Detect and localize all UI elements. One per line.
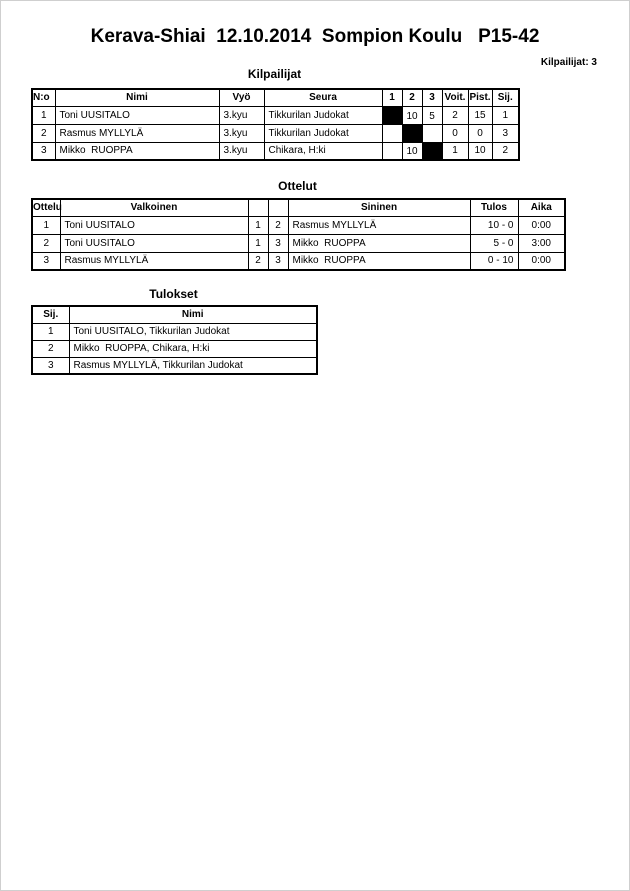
competitor-row xyxy=(32,124,519,142)
placement-number: 2 xyxy=(32,340,69,357)
competitor-name: Mikko RUOPPA xyxy=(55,142,219,160)
result-name-club: Toni UUSITALO, Tikkurilan Judokat xyxy=(69,323,317,340)
blue-competitor-name: Rasmus MYLLYLÄ xyxy=(288,216,470,234)
col-header-match-2: 2 xyxy=(402,89,422,106)
wins-cell: 1 xyxy=(442,142,468,160)
placement-number: 3 xyxy=(32,357,69,374)
self-match-cell xyxy=(402,124,422,142)
white-competitor-number: 2 xyxy=(248,252,268,270)
blue-competitor-name: Mikko RUOPPA xyxy=(288,234,470,252)
competitor-club: Tikkurilan Judokat xyxy=(264,124,382,142)
col-header-aika: Aika xyxy=(518,199,565,216)
match-time: 0:00 xyxy=(518,252,565,270)
section-title-tulokset: Tulokset xyxy=(149,287,198,301)
competitor-number: 1 xyxy=(32,106,55,124)
result-name-club: Mikko RUOPPA, Chikara, H:ki xyxy=(69,340,317,357)
points-cell: 10 xyxy=(468,142,492,160)
section-title-ottelut: Ottelut xyxy=(278,179,317,193)
competitor-club: Tikkurilan Judokat xyxy=(264,106,382,124)
self-match-cell xyxy=(382,106,402,124)
kilpailijat-header-row xyxy=(32,89,519,106)
section-title-kilpailijat: Kilpailijat xyxy=(247,67,302,81)
col-header-sininen: Sininen xyxy=(288,199,470,216)
white-competitor-name: Toni UUSITALO xyxy=(60,234,248,252)
placement-number: 1 xyxy=(32,323,69,340)
competitor-belt: 3.kyu xyxy=(219,142,264,160)
col-header-seura: Seura xyxy=(264,89,382,106)
col-header-vyo: Vyö xyxy=(219,89,264,106)
col-header-pist: Pist. xyxy=(468,89,492,106)
points-cell: 0 xyxy=(468,124,492,142)
match-score-cell xyxy=(382,124,402,142)
wins-cell: 2 xyxy=(442,106,468,124)
col-header-ottelu: Ottelu xyxy=(32,199,60,216)
match-row xyxy=(32,234,565,252)
result-row xyxy=(32,323,317,340)
match-time: 0:00 xyxy=(518,216,565,234)
competitor-belt: 3.kyu xyxy=(219,124,264,142)
col-header-tulos: Tulos xyxy=(470,199,518,216)
match-score-cell: 10 xyxy=(402,142,422,160)
white-competitor-number: 1 xyxy=(248,216,268,234)
col-header-no: N:o xyxy=(32,89,55,106)
result-row xyxy=(32,340,317,357)
blue-competitor-name: Mikko RUOPPA xyxy=(288,252,470,270)
white-competitor-name: Toni UUSITALO xyxy=(60,216,248,234)
match-number: 1 xyxy=(32,216,60,234)
col-header-valkoinen: Valkoinen xyxy=(60,199,248,216)
match-score-cell: 10 xyxy=(402,106,422,124)
wins-cell: 0 xyxy=(442,124,468,142)
match-number: 2 xyxy=(32,234,60,252)
col-header-sij: Sij. xyxy=(492,89,519,106)
match-row xyxy=(32,216,565,234)
competitor-name: Rasmus MYLLYLÄ xyxy=(55,124,219,142)
white-competitor-name: Rasmus MYLLYLÄ xyxy=(60,252,248,270)
points-cell: 15 xyxy=(468,106,492,124)
blue-competitor-number: 3 xyxy=(268,252,288,270)
placement-cell: 3 xyxy=(492,124,519,142)
competitor-number: 3 xyxy=(32,142,55,160)
competitor-number: 2 xyxy=(32,124,55,142)
match-result: 10 - 0 xyxy=(470,216,518,234)
participants-count-label: Kilpailijat: 3 xyxy=(540,57,597,68)
tulokset-header-row xyxy=(32,306,317,323)
page-title: Kerava-Shiai 12.10.2014 Sompion Koulu P15-42 xyxy=(90,26,540,47)
blue-competitor-number: 3 xyxy=(268,234,288,252)
ottelut-header-row xyxy=(32,199,565,216)
competitor-belt: 3.kyu xyxy=(219,106,264,124)
col-header-nimi: Nimi xyxy=(55,89,219,106)
placement-cell: 1 xyxy=(492,106,519,124)
col-header-match-3: 3 xyxy=(422,89,442,106)
kilpailijat-table xyxy=(31,88,520,161)
result-name-club: Rasmus MYLLYLÄ, Tikkurilan Judokat xyxy=(69,357,317,374)
match-row xyxy=(32,252,565,270)
competitor-name: Toni UUSITALO xyxy=(55,106,219,124)
match-time: 3:00 xyxy=(518,234,565,252)
col-header-sij: Sij. xyxy=(32,306,69,323)
match-score-cell xyxy=(422,124,442,142)
blue-competitor-number: 2 xyxy=(268,216,288,234)
competitor-row xyxy=(32,142,519,160)
match-result: 5 - 0 xyxy=(470,234,518,252)
match-score-cell: 5 xyxy=(422,106,442,124)
col-header-match-1: 1 xyxy=(382,89,402,106)
match-number: 3 xyxy=(32,252,60,270)
placement-cell: 2 xyxy=(492,142,519,160)
ottelut-table xyxy=(31,198,566,271)
tulokset-table xyxy=(31,305,318,375)
competitor-row xyxy=(32,106,519,124)
result-row xyxy=(32,357,317,374)
col-header-nimi: Nimi xyxy=(69,306,317,323)
self-match-cell xyxy=(422,142,442,160)
match-result: 0 - 10 xyxy=(470,252,518,270)
match-score-cell xyxy=(382,142,402,160)
competitor-club: Chikara, H:ki xyxy=(264,142,382,160)
col-header-blue-number xyxy=(268,199,288,216)
white-competitor-number: 1 xyxy=(248,234,268,252)
col-header-voit: Voit. xyxy=(442,89,468,106)
col-header-white-number xyxy=(248,199,268,216)
